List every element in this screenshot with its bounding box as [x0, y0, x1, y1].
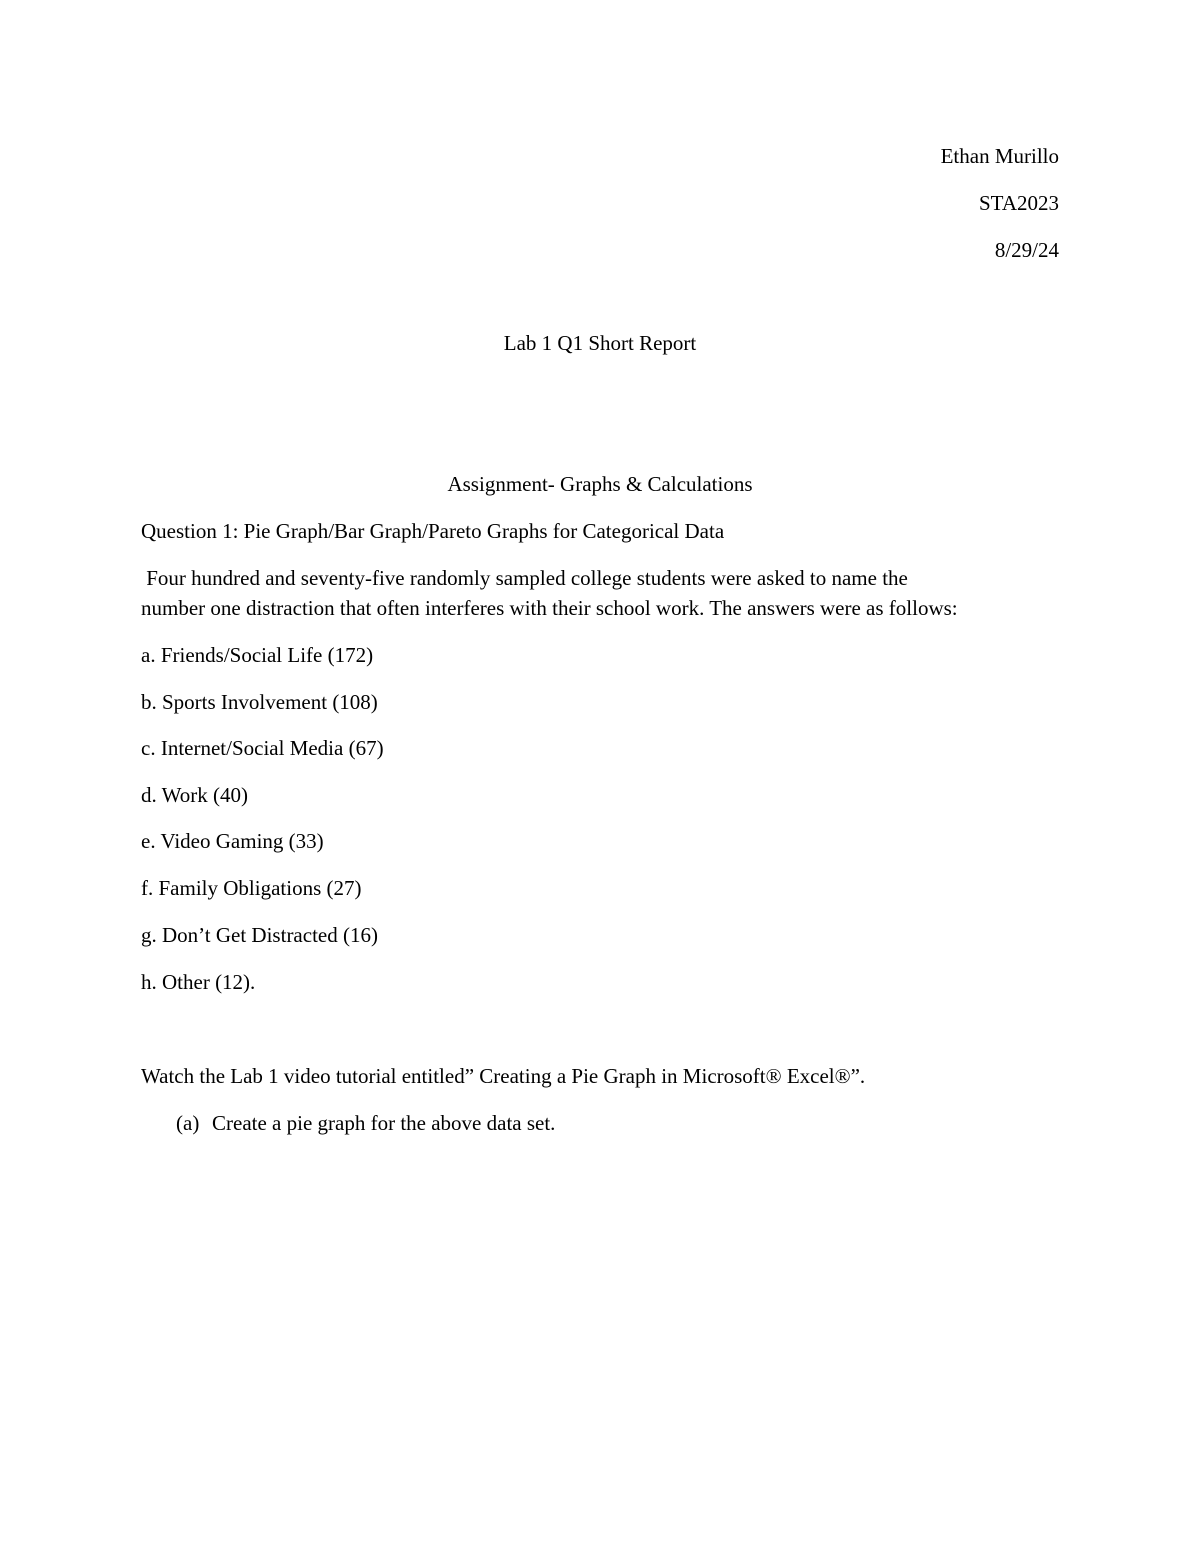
answer-item: d. Work (40) — [141, 783, 248, 807]
answer-item: g. Don’t Get Distracted (16) — [141, 923, 378, 947]
answer-item: e. Video Gaming (33) — [141, 829, 324, 853]
author-name: Ethan Murillo — [940, 144, 1059, 168]
instruction-text: Watch the Lab 1 video tutorial entitled” Creating a Pie Graph in Microsoft® Excel®”. — [141, 1064, 866, 1088]
answer-item: f. Family Obligations (27) — [141, 876, 362, 900]
course-code: STA2023 — [979, 191, 1059, 215]
question-heading: Question 1: Pie Graph/Bar Graph/Pareto Graphs for Categorical Data — [141, 519, 725, 543]
task-text: Create a pie graph for the above data set. — [212, 1111, 556, 1135]
answer-item: b. Sports Involvement (108) — [141, 690, 378, 714]
intro-line-1: Four hundred and seventy-five randomly sampled college students were asked to name the — [141, 566, 908, 590]
intro-line-2: number one distraction that often interferes with their school work. The answers were as follows: — [141, 596, 958, 620]
task-item — [176, 1110, 555, 1136]
report-date: 8/29/24 — [994, 238, 1059, 262]
task-marker: (a) — [176, 1111, 200, 1135]
assignment-title: Assignment- Graphs & Calculations — [447, 472, 753, 496]
report-title: Lab 1 Q1 Short Report — [503, 331, 697, 355]
answer-item: h. Other (12). — [141, 970, 256, 994]
answer-item: c. Internet/Social Media (67) — [141, 736, 384, 760]
answer-item: a. Friends/Social Life (172) — [141, 643, 374, 667]
